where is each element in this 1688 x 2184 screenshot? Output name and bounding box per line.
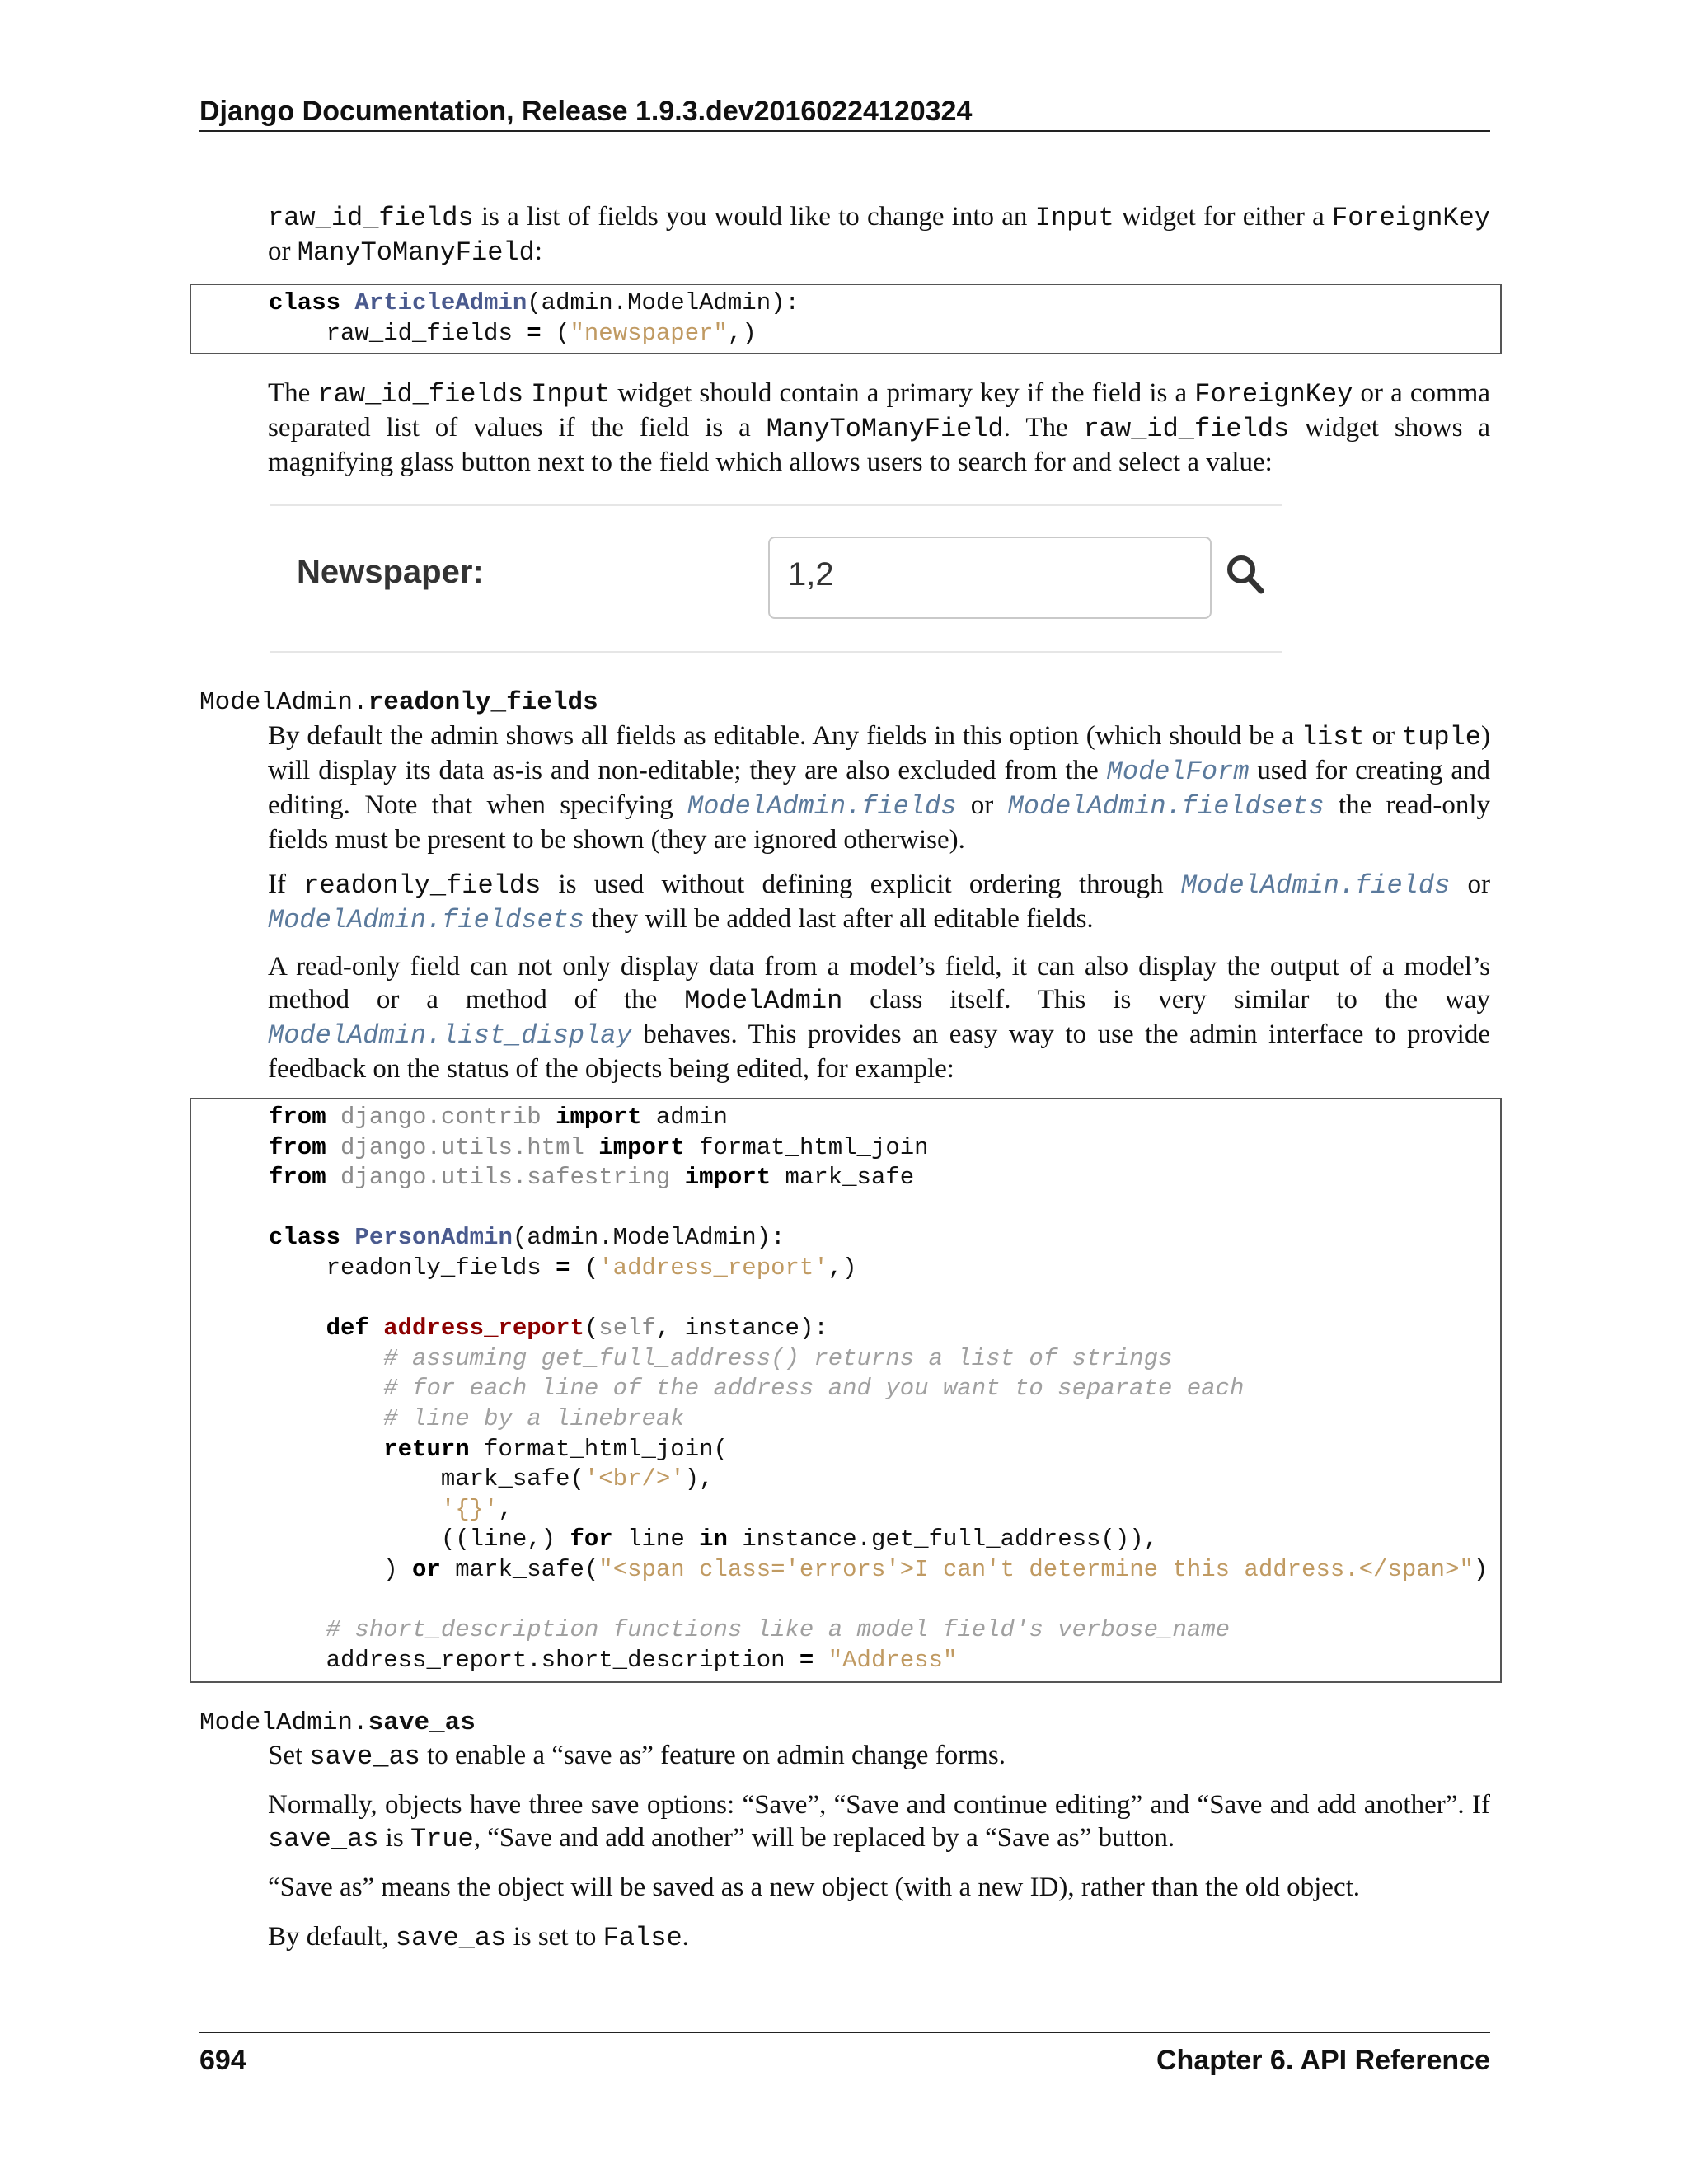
modeladmin-fields-link[interactable]: ModelAdmin.fields xyxy=(687,791,957,822)
modeladmin-list-display-link[interactable]: ModelAdmin.list_display xyxy=(268,1020,632,1051)
code-block-person-admin: from django.contrib import admin from django.utils.html import format_html_join from django.utils.safestring import mark_safe class PersonAdmin(admin.ModelAdmin): readonly_fields = ('address_report',) def address_report(self, instance): # assuming get_full_address() returns a list of strings # for each line of the address and you want to separate each # line by a linebreak return format_html_join( mark_safe('<br/>'), '{}', ((line,) for line in instance.get_full_address()), ) or mark_safe("<span class='errors'>I can't determine this address.</span>") # short_description functions like a model field's verbose_name address_report.short_description = "Address" xyxy=(190,1098,1502,1683)
modeladmin-fieldsets-link[interactable]: ModelAdmin.fieldsets xyxy=(1007,791,1325,822)
search-icon[interactable] xyxy=(1225,552,1266,597)
newspaper-input-value: 1,2 xyxy=(788,556,834,593)
document-title: Django Documentation, Release 1.9.3.dev20160224120324 xyxy=(199,96,973,127)
inline-code: raw_id_fields xyxy=(268,203,474,233)
page-footer xyxy=(199,2032,1490,2083)
raw-id-widget-screenshot xyxy=(270,504,1282,653)
readonly-fields-signature: ModelAdmin.readonly_fields xyxy=(199,688,598,717)
readonly-fields-paragraph-2: If readonly_fields is used without defining explicit ordering through ModelAdmin.fields or ModelAdmin.fieldsets they will be added last after all editable fields. xyxy=(268,869,1490,935)
readonly-fields-paragraph-3: A read-only field can not only display data from a model’s field, it can also display the output of a model’s method or a method of the ModelAdmin class itself. This is very similar to the way ModelAdmin.list_display behaves. This provides an easy way to use the admin interface to provide feedback on the status of the objects being edited, for example: xyxy=(268,952,1490,1084)
modelform-link[interactable]: ModelForm xyxy=(1106,757,1250,787)
code-block-article-admin: class ArticleAdmin(admin.ModelAdmin): raw_id_fields = ("newspaper",) xyxy=(190,284,1502,354)
save-as-signature: ModelAdmin.save_as xyxy=(199,1708,476,1737)
save-as-paragraph-3: “Save as” means the object will be saved as a new object (with a new ID), rather than the old object. xyxy=(268,1872,1361,1902)
save-as-paragraph-1: Set save_as to enable a “save as” feature on admin change forms. xyxy=(268,1741,1006,1772)
raw-id-fields-description: The raw_id_fields Input widget should contain a primary key if the field is a ForeignKey or a comma separated list of values if the field is a ManyToManyField. The raw_id_fields widget shows a magnifying glass button next to the field which allows users to search for and select a value: xyxy=(268,378,1490,477)
page-number: 694 xyxy=(199,2045,246,2076)
modeladmin-fields-link[interactable]: ModelAdmin.fields xyxy=(1180,870,1451,901)
save-as-paragraph-2: Normally, objects have three save options: “Save”, “Save and continue editing” and “Save and add another”. If save_as is True, “Save and add another” will be replaced by a “Save as” button. xyxy=(268,1790,1490,1854)
chapter-title: Chapter 6. API Reference xyxy=(1156,2045,1490,2076)
inline-code: ForeignKey xyxy=(1331,203,1491,233)
inline-code: ManyToManyField xyxy=(297,237,535,268)
raw-id-fields-intro: raw_id_fields is a list of fields you would like to change into an Input widget for either a ForeignKey or ManyToManyField: xyxy=(268,202,1491,268)
newspaper-label: Newspaper: xyxy=(297,554,484,590)
modeladmin-fieldsets-link[interactable]: ModelAdmin.fieldsets xyxy=(268,905,585,935)
page-header xyxy=(199,92,1490,132)
inline-code: Input xyxy=(1034,203,1114,233)
save-as-paragraph-4: By default, save_as is set to False. xyxy=(268,1922,689,1953)
newspaper-input[interactable] xyxy=(768,537,1212,619)
readonly-fields-paragraph-1: By default the admin shows all fields as editable. Any fields in this option (which should be a list or tuple) will display its data as-is and non-editable; they are also excluded from the ModelForm used for creating and editing. Note that when specifying ModelAdmin.fields or ModelAdmin.fieldsets the read-only fields must be present to be shown (they are ignored otherwise). xyxy=(268,721,1490,855)
